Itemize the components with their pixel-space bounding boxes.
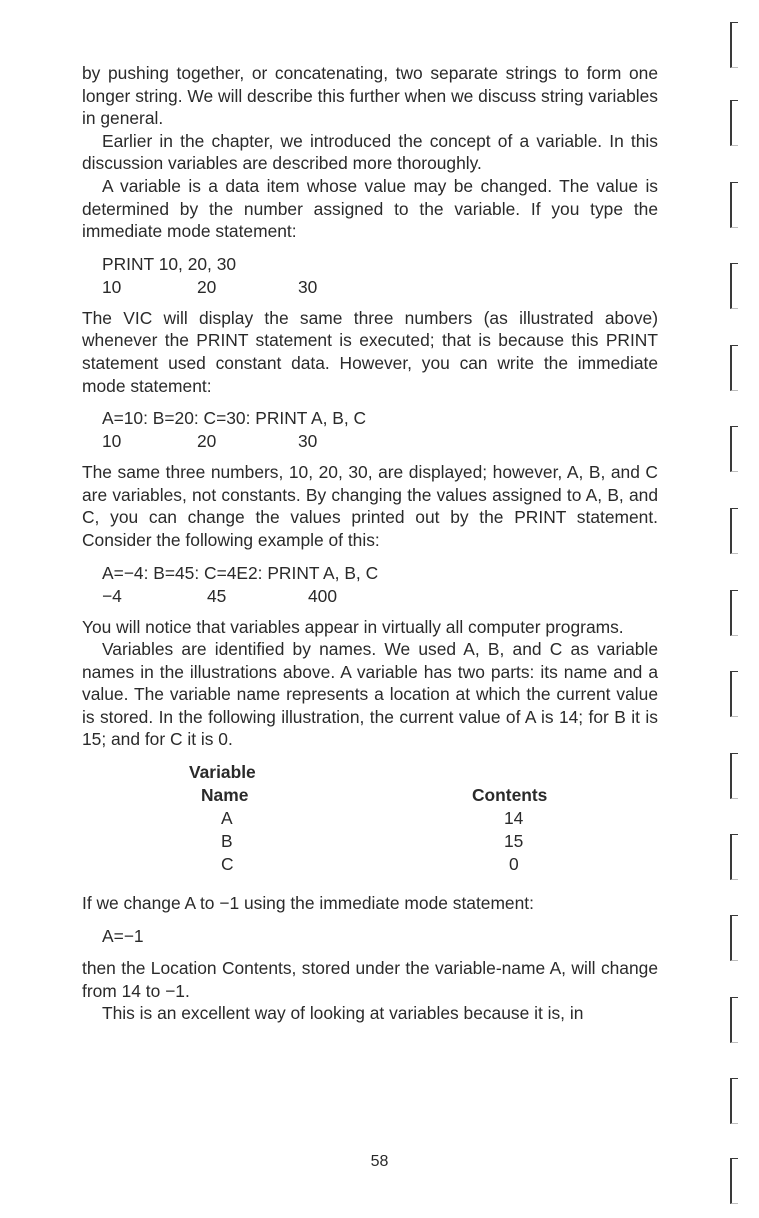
margin-bracket: [730, 100, 738, 146]
code-statement: A=10: B=20: C=30: PRINT A, B, C: [102, 408, 367, 429]
table-header-name: Name: [201, 785, 249, 806]
table-cell-name: B: [221, 831, 233, 852]
paragraph-virtually-all: You will notice that variables appear in virtually all computer programs.: [82, 616, 624, 637]
margin-bracket: [730, 1158, 738, 1204]
code-block-constants: [102, 253, 658, 298]
paragraph-concatenation: by pushing together, or concatenating, two separate strings to form one longer string. We will describe this further when we discuss string variables in general.: [82, 63, 658, 129]
code-output-value: 20: [197, 431, 217, 452]
table-header-variable: Variable: [189, 762, 256, 783]
table-cell-name: A: [221, 808, 233, 829]
code-output-value: 10: [102, 431, 122, 452]
margin-bracket: [730, 915, 738, 961]
code-output-value: −4: [102, 585, 122, 606]
code-output-value: 30: [298, 431, 318, 452]
table-cell-name: C: [221, 854, 234, 875]
code-block-variables: [102, 407, 658, 452]
paragraph-same-numbers: The same three numbers, 10, 20, 30, are displayed; however, A, B, and C are variables, not constants. By changing the values assigned to A, B, and C, you can change the values printed out by the PRINT statement. Consider the following example of this:: [82, 462, 658, 550]
paragraph-change-a: If we change A to −1 using the immediate mode statement:: [82, 893, 534, 914]
margin-bracket: [730, 834, 738, 880]
table-header-contents: Contents: [472, 785, 548, 806]
code-output-value: 10: [102, 276, 122, 297]
margin-bracket: [730, 263, 738, 309]
code-output-value: 20: [197, 276, 217, 297]
margin-bracket: [730, 345, 738, 391]
page-number: 58: [370, 1153, 389, 1170]
margin-bracket: [730, 182, 738, 228]
paragraph-excellent-way: This is an excellent way of looking at variables because it is, in: [102, 1003, 584, 1024]
paragraph-variable-definition: A variable is a data item whose value may be changed. The value is determined by the number assigned to the variable. If you type the immediate mode statement:: [82, 175, 658, 242]
margin-bracket: [730, 753, 738, 799]
table-cell-contents: 0: [509, 854, 519, 875]
margin-bracket: [730, 590, 738, 636]
code-statement: A=−4: B=45: C=4E2: PRINT A, B, C: [102, 562, 379, 583]
margin-bracket: [730, 671, 738, 717]
paragraph-variable-intro: Earlier in the chapter, we introduced the concept of a variable. In this discussion variables are described more thoroughly.: [82, 130, 658, 174]
margin-bracket: [730, 997, 738, 1043]
table-cell-contents: 14: [504, 808, 524, 829]
margin-bracket: [730, 508, 738, 554]
code-output-value: 30: [298, 276, 318, 297]
margin-bracket: [730, 1078, 738, 1124]
paragraph-vic-display: The VIC will display the same three numbers (as illustrated above) whenever the PRINT statement is executed; that is because this PRINT statement used constant data. However, you can write the immediate mode statement:: [82, 307, 658, 396]
paragraph-variable-names: Variables are identified by names. We used A, B, and C as variable names in the illustrations above. A variable has two parts: its name and a value. The variable name represents a location at which the current value is stored. In the following illustration, the current value of A is 14; for B it is 15; and for C it is 0.: [82, 639, 658, 750]
code-assignment: A=−1: [102, 925, 144, 946]
code-statement: PRINT 10, 20, 30: [102, 253, 237, 274]
paragraph-location-contents: then the Location Contents, stored under the variable-name A, will change from 14 to −1.: [82, 958, 658, 1001]
table-cell-contents: 15: [504, 831, 524, 852]
code-output-value: 400: [308, 585, 338, 606]
page-body: [82, 62, 658, 1025]
margin-bracket: [730, 22, 738, 68]
code-output-value: 45: [207, 585, 227, 606]
variable-table: [82, 761, 658, 883]
code-block-example: [102, 562, 658, 607]
margin-bracket: [730, 426, 738, 472]
